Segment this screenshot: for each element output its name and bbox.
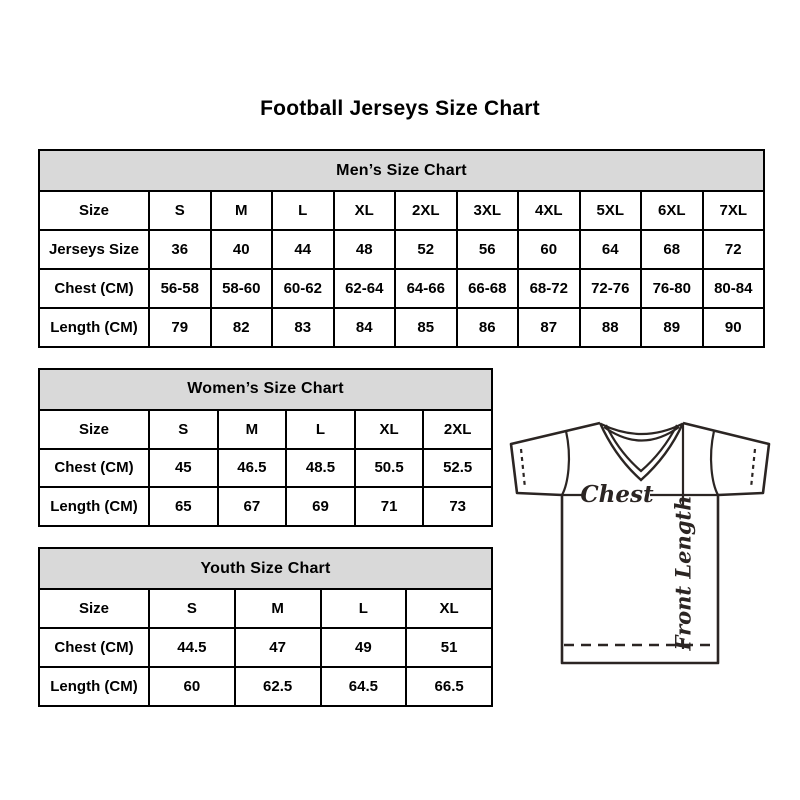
mens-size-table xyxy=(38,149,765,348)
cell-value: 60 xyxy=(149,667,235,706)
cell-value: 67 xyxy=(218,487,287,526)
cell-value: 90 xyxy=(703,308,765,347)
column-header: S xyxy=(149,410,218,449)
cell-value: 64-66 xyxy=(395,269,457,308)
cell-value: 60-62 xyxy=(272,269,334,308)
row-label: Jerseys Size xyxy=(39,230,149,269)
youth-table-row xyxy=(39,667,492,706)
cell-value: 62.5 xyxy=(235,667,321,706)
cell-value: 89 xyxy=(641,308,703,347)
mens-table-row xyxy=(39,230,764,269)
cell-value: 72 xyxy=(703,230,765,269)
column-header: S xyxy=(149,589,235,628)
column-header: L xyxy=(321,589,407,628)
cell-value: 52.5 xyxy=(423,449,492,488)
column-header: 4XL xyxy=(518,191,580,230)
row-label: Size xyxy=(39,589,149,628)
cell-value: 40 xyxy=(211,230,273,269)
cell-value: 66.5 xyxy=(406,667,492,706)
cell-value: 68 xyxy=(641,230,703,269)
column-header: XL xyxy=(406,589,492,628)
column-header: S xyxy=(149,191,211,230)
row-label: Length (CM) xyxy=(39,487,149,526)
cell-value: 69 xyxy=(286,487,355,526)
column-header: XL xyxy=(355,410,424,449)
row-label: Chest (CM) xyxy=(39,269,149,308)
cell-value: 71 xyxy=(355,487,424,526)
youth-table-row xyxy=(39,628,492,667)
row-label: Length (CM) xyxy=(39,667,149,706)
cell-value: 47 xyxy=(235,628,321,667)
cell-value: 80-84 xyxy=(703,269,765,308)
womens-table-row xyxy=(39,487,492,526)
womens-table-header-row xyxy=(39,369,492,410)
column-header: 6XL xyxy=(641,191,703,230)
column-header: 2XL xyxy=(423,410,492,449)
youth-table-header-row xyxy=(39,548,492,589)
cell-value: 52 xyxy=(395,230,457,269)
cell-value: 56 xyxy=(457,230,519,269)
cell-value: 48 xyxy=(334,230,396,269)
cell-value: 36 xyxy=(149,230,211,269)
mens-table-row xyxy=(39,308,764,347)
cell-value: 73 xyxy=(423,487,492,526)
cell-value: 88 xyxy=(580,308,642,347)
cell-value: 84 xyxy=(334,308,396,347)
cell-value: 48.5 xyxy=(286,449,355,488)
mens-table-row xyxy=(39,191,764,230)
cell-value: 79 xyxy=(149,308,211,347)
youth-table-row xyxy=(39,589,492,628)
jersey-armhole-seam-left xyxy=(562,431,569,495)
sleeve-stitch-right xyxy=(751,449,755,488)
cell-value: 62-64 xyxy=(334,269,396,308)
cell-value: 65 xyxy=(149,487,218,526)
mens-table-header-row xyxy=(39,150,764,191)
youth-table-title: Youth Size Chart xyxy=(39,548,492,589)
cell-value: 44 xyxy=(272,230,334,269)
womens-table-title: Women’s Size Chart xyxy=(39,369,492,410)
womens-size-table xyxy=(38,368,493,527)
youth-size-table xyxy=(38,547,493,707)
cell-value: 44.5 xyxy=(149,628,235,667)
mens-table-title: Men’s Size Chart xyxy=(39,150,764,191)
column-header: L xyxy=(286,410,355,449)
jersey-vneck-inner xyxy=(606,425,677,471)
row-label: Size xyxy=(39,191,149,230)
cell-value: 64.5 xyxy=(321,667,407,706)
row-label: Chest (CM) xyxy=(39,628,149,667)
jersey-body-outline xyxy=(511,423,769,663)
column-header: L xyxy=(272,191,334,230)
cell-value: 50.5 xyxy=(355,449,424,488)
mens-table-row xyxy=(39,269,764,308)
cell-value: 85 xyxy=(395,308,457,347)
column-header: 3XL xyxy=(457,191,519,230)
cell-value: 68-72 xyxy=(518,269,580,308)
cell-value: 87 xyxy=(518,308,580,347)
column-header: XL xyxy=(334,191,396,230)
column-header: 2XL xyxy=(395,191,457,230)
cell-value: 83 xyxy=(272,308,334,347)
page-title: Football Jerseys Size Chart xyxy=(260,97,540,120)
cell-value: 49 xyxy=(321,628,407,667)
column-header: 5XL xyxy=(580,191,642,230)
column-header: 7XL xyxy=(703,191,765,230)
column-header: M xyxy=(235,589,321,628)
cell-value: 45 xyxy=(149,449,218,488)
cell-value: 60 xyxy=(518,230,580,269)
column-header: M xyxy=(218,410,287,449)
row-label: Chest (CM) xyxy=(39,449,149,488)
row-label: Size xyxy=(39,410,149,449)
womens-table-row xyxy=(39,449,492,488)
jersey-measurement-diagram xyxy=(504,416,772,668)
cell-value: 46.5 xyxy=(218,449,287,488)
cell-value: 86 xyxy=(457,308,519,347)
chest-measure-label: Chest xyxy=(580,481,654,508)
cell-value: 72-76 xyxy=(580,269,642,308)
front-length-measure-label: Front Length xyxy=(670,495,696,651)
sleeve-stitch-left xyxy=(521,449,525,488)
cell-value: 58-60 xyxy=(211,269,273,308)
cell-value: 64 xyxy=(580,230,642,269)
cell-value: 82 xyxy=(211,308,273,347)
jersey-outline-icon xyxy=(504,416,772,668)
cell-value: 51 xyxy=(406,628,492,667)
cell-value: 56-58 xyxy=(149,269,211,308)
cell-value: 66-68 xyxy=(457,269,519,308)
row-label: Length (CM) xyxy=(39,308,149,347)
column-header: M xyxy=(211,191,273,230)
jersey-armhole-seam-right xyxy=(711,431,718,495)
womens-table-row xyxy=(39,410,492,449)
cell-value: 76-80 xyxy=(641,269,703,308)
